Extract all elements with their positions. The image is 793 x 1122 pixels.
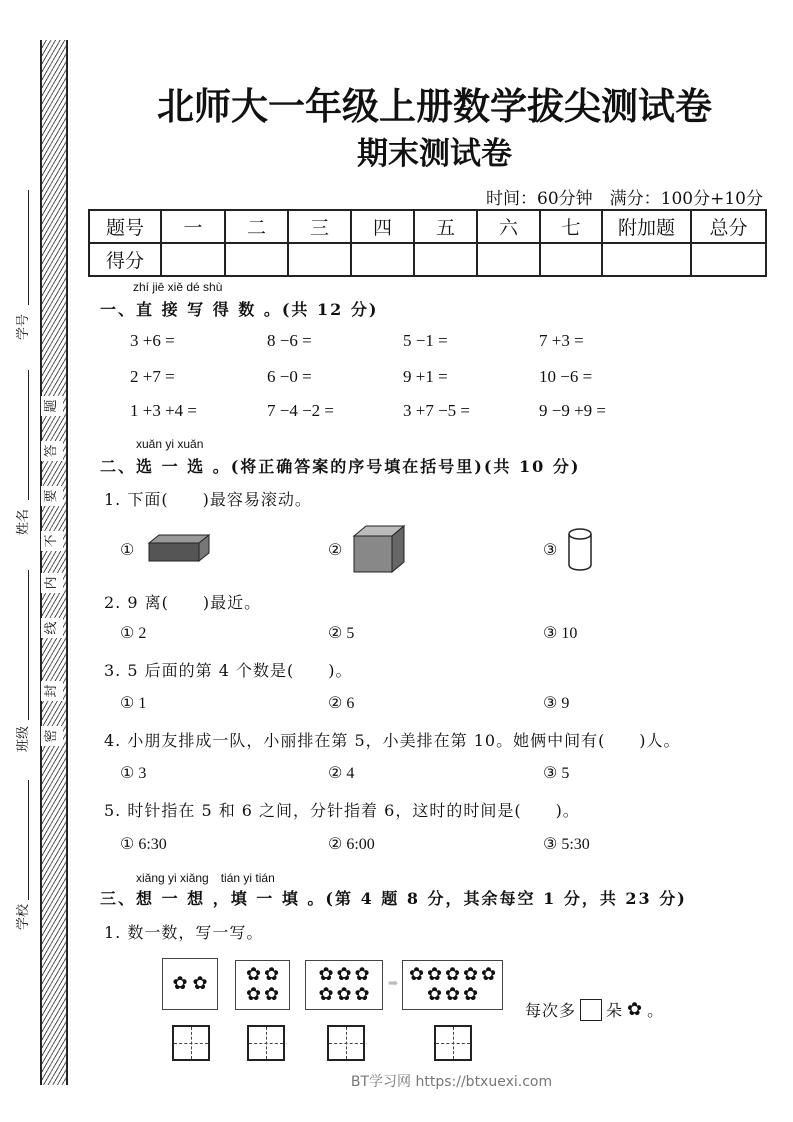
flower-icon: ✿ [245,984,262,1005]
answer-option[interactable]: ① 1 [120,695,147,712]
student-id-label: 学号 [16,313,31,340]
class-field[interactable] [28,570,29,720]
section3-heading: 三、想 一 想 ，填 一 填 。(第 4 题 8 分，其余每空 1 分，共 23 分) [100,889,687,908]
student-id-field[interactable] [28,190,29,305]
answer-grid-box[interactable] [247,1025,285,1061]
flower-group-box [235,960,290,1010]
school-label: 学校 [16,903,31,930]
question-text: 4. 小朋友排成一队，小丽排在第 5，小美排在第 10。她俩中间有( )人。 [104,731,681,750]
seal-char: 封 [41,681,63,701]
equation: 6 −0 = [267,367,312,386]
table-header-cell: 五 [414,210,477,243]
flower-icon: ✿ [480,964,497,985]
answer-option[interactable]: ② 5 [328,625,355,642]
class-label: 班级 [16,725,31,752]
answer-option[interactable]: ① 3 [120,765,147,782]
table-header-cell: 七 [540,210,602,243]
answer-option[interactable]: ③ 5:30 [543,836,590,853]
answer-option[interactable]: ① 6:30 [120,836,167,853]
flower-icon: ✿ [263,964,280,985]
score-cell[interactable] [351,243,414,276]
seal-char: 内 [41,573,63,593]
seal-char: 题 [41,396,63,416]
equation: 8 −6 = [267,331,312,350]
flower-icon: ✿ [444,984,461,1005]
section3-pinyin: xiǎng yi xiǎng tián yi tián [136,871,275,885]
flower-answer [525,998,664,1021]
flower-icon: ✿ [318,984,334,1005]
flower-icon: ✿ [354,984,370,1005]
score-cell[interactable] [540,243,602,276]
flower-icon: ✿ [172,973,188,994]
page-subtitle: 期末测试卷 [357,136,512,172]
name-field[interactable] [28,370,29,500]
flower-icon: ✿ [462,964,479,985]
cuboid-icon [147,533,211,563]
section1-heading: 一、直 接 写 得 数 。(共 12 分) [100,300,379,319]
seal-char: 不 [41,531,63,551]
score-cell[interactable] [691,243,766,276]
flower-icon: ✿ [245,964,262,985]
answer-option[interactable]: ② [328,542,343,559]
section2-pinyin: xuǎn yi xuǎn [136,437,204,451]
answer-grid-box[interactable] [434,1025,472,1061]
answer-end: 。 [647,1001,665,1020]
flower-group-box [305,960,383,1010]
score-table [88,209,767,277]
flower-icon: ✿ [444,964,461,985]
score-cell[interactable] [414,243,477,276]
answer-option[interactable]: ② 4 [328,765,355,782]
table-header-cell: 六 [477,210,540,243]
page-title: 北师大一年级上册数学拔尖测试卷 [157,85,712,128]
answer-suffix: 朵 [606,1001,624,1020]
answer-box[interactable] [580,999,602,1021]
question-text: 1. 下面( )最容易滚动。 [104,490,312,509]
section3-q1: 1. 数一数，写一写。 [104,923,264,942]
flower-icon: ✿ [627,999,644,1020]
table-row [89,210,766,243]
answer-option[interactable]: ② 6:00 [328,836,375,853]
arrow-icon: ➡ [388,976,399,990]
table-header-cell: 二 [225,210,288,243]
flower-group-box [162,958,218,1010]
flower-icon: ✿ [426,984,443,1005]
score-cell[interactable] [288,243,351,276]
table-row [89,243,766,276]
score-cell[interactable] [161,243,225,276]
flower-icon: ✿ [336,984,352,1005]
school-field[interactable] [28,780,29,900]
answer-grid-box[interactable] [172,1025,210,1061]
equation: 7 −4 −2 = [267,401,335,420]
equation: 3 +6 = [130,331,175,350]
seal-strip [40,40,68,1085]
flower-icon: ✿ [354,964,370,985]
score-cell[interactable] [225,243,288,276]
table-header-cell: 总分 [691,210,766,243]
answer-option[interactable]: ③ 9 [543,695,570,712]
answer-option[interactable]: ② 6 [328,695,355,712]
answer-option[interactable]: ③ 5 [543,765,570,782]
answer-prefix: 每次多 [525,1001,577,1020]
flower-group-box [402,960,503,1010]
flower-icon: ✿ [192,973,208,994]
section2-heading: 二、选 一 选 。(将正确答案的序号填在括号里)(共 10 分) [100,457,581,476]
cube-icon [352,524,408,574]
equation: 7 +3 = [539,331,584,350]
table-row-label: 得分 [89,243,161,276]
equation: 3 +7 −5 = [403,401,471,420]
flower-icon: ✿ [263,984,280,1005]
table-header-cell: 三 [288,210,351,243]
table-header-cell: 附加题 [602,210,691,243]
question-text: 2. 9 离( )最近。 [104,593,262,612]
section1-pinyin: zhí jiē xiě dé shù [133,280,223,294]
seal-char: 要 [41,486,63,506]
equation: 1 +3 +4 = [130,401,198,420]
table-header-cell: 四 [351,210,414,243]
answer-option[interactable]: ③ 10 [543,625,578,642]
answer-grid-box[interactable] [327,1025,365,1061]
flower-icon: ✿ [462,984,479,1005]
answer-option[interactable]: ③ [543,542,558,559]
flower-icon: ✿ [426,964,443,985]
seal-char: 答 [41,441,63,461]
flower-icon: ✿ [318,964,334,985]
equation: 5 −1 = [403,331,448,350]
flower-icon: ✿ [408,964,425,985]
table-header-cell: 一 [161,210,225,243]
answer-option[interactable]: ① 2 [120,625,147,642]
answer-option[interactable]: ① [120,542,135,559]
score-cell[interactable] [477,243,540,276]
equation: 9 −9 +9 = [539,401,607,420]
question-text: 3. 5 后面的第 4 个数是( )。 [104,661,353,680]
flower-icon: ✿ [336,964,352,985]
question-text: 5. 时针指在 5 和 6 之间，分针指着 6，这时的时间是( )。 [104,801,580,820]
name-label: 姓名 [16,508,31,535]
seal-char: 线 [41,618,63,638]
table-header-cell: 题号 [89,210,161,243]
cylinder-icon [567,527,593,573]
score-cell[interactable] [602,243,691,276]
exam-meta: 时间：60分钟 满分：100分+10分 [486,189,763,209]
seal-char: 密 [41,726,63,746]
equation: 9 +1 = [403,367,448,386]
watermark: BT学习网 https://btxuexi.com [350,1074,553,1090]
equation: 2 +7 = [130,367,175,386]
equation: 10 −6 = [539,367,593,386]
